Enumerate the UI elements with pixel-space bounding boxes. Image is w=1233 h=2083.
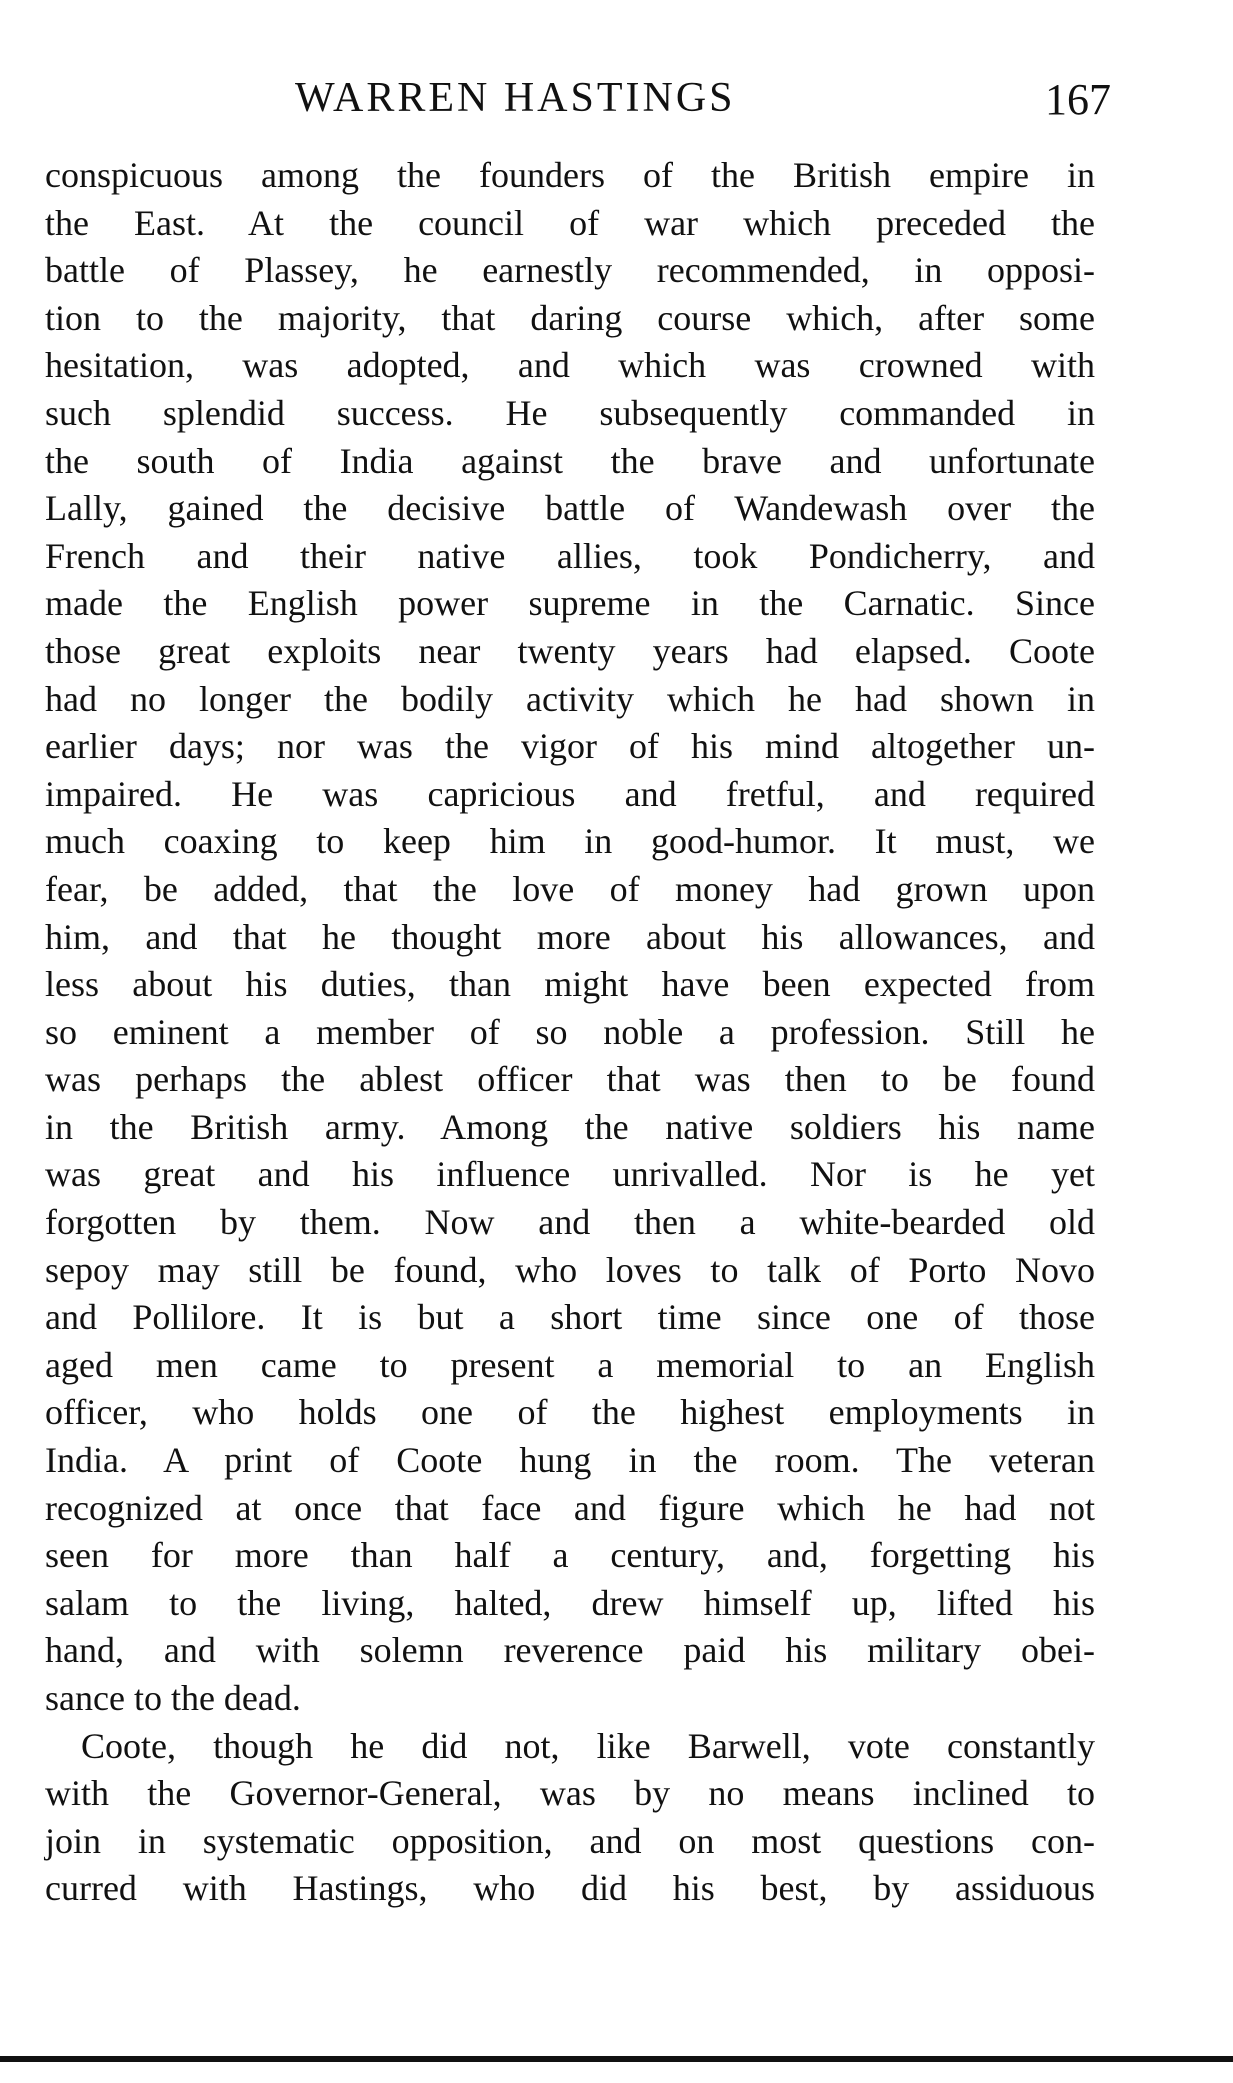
text-line: forgotten by them. Now and then a white-bearded old — [45, 1202, 1095, 1243]
text-line: battle of Plassey, he earnestly recommended, in opposi- — [45, 250, 1095, 291]
text-line: conspicuous among the founders of the British empire in — [45, 155, 1095, 195]
text-line: fear, be added, that the love of money had grown upon — [45, 868, 1095, 909]
text-line: so eminent a member of so noble a profession. Still he — [45, 1011, 1095, 1052]
text-line: hesitation, was adopted, and which was crowned with — [45, 345, 1095, 386]
text-line: less about his duties, than might have been expected from — [45, 964, 1095, 1005]
text-line: recognized at once that face and figure which he had not — [45, 1487, 1095, 1528]
running-title: WARREN HASTINGS — [295, 75, 736, 121]
text-line: such splendid success. He subsequently commanded in — [45, 392, 1095, 433]
text-line: India. A print of Coote hung in the room. The veteran — [45, 1440, 1095, 1481]
text-line: with the Governor-General, was by no means inclined to — [45, 1773, 1095, 1814]
text-line: was great and his influence unrivalled. Nor is he yet — [45, 1154, 1095, 1195]
text-line: much coaxing to keep him in good-humor. It must, we — [45, 821, 1095, 862]
text-line: tion to the majority, that daring course which, after some — [45, 297, 1095, 338]
text-line: was perhaps the ablest officer that was then to be found — [45, 1059, 1095, 1100]
text-line: him, and that he thought more about his allowances, and — [45, 916, 1095, 957]
text-line: those great exploits near twenty years had elapsed. Coote — [45, 630, 1095, 671]
text-line: curred with Hastings, who did his best, by assiduous — [45, 1868, 1095, 1909]
text-line: hand, and with solemn reverence paid his military obei- — [45, 1630, 1095, 1671]
bottom-rule — [0, 2056, 1233, 2062]
text-line: sepoy may still be found, who loves to talk of Porto Novo — [45, 1249, 1095, 1290]
text-line: the East. At the council of war which preceded the — [45, 202, 1095, 243]
text-line: made the English power supreme in the Carnatic. Since — [45, 583, 1095, 624]
text-line: in the British army. Among the native soldiers his name — [45, 1106, 1095, 1147]
text-line: the south of India against the brave and unfortunate — [45, 440, 1095, 481]
text-line: salam to the living, halted, drew himself up, lifted his — [45, 1582, 1095, 1623]
paragraph-end-line: sance to the dead. — [45, 1678, 301, 1718]
text-line: officer, who holds one of the highest employments in — [45, 1392, 1095, 1433]
text-line: earlier days; nor was the vigor of his mind altogether un- — [45, 726, 1095, 767]
text-line: join in systematic opposition, and on most questions con- — [45, 1820, 1095, 1861]
text-line: Lally, gained the decisive battle of Wandewash over the — [45, 488, 1095, 529]
text-line: French and their native allies, took Pondicherry, and — [45, 535, 1095, 576]
text-line: and Pollilore. It is but a short time since one of those — [45, 1297, 1095, 1338]
text-line: had no longer the bodily activity which he had shown in — [45, 678, 1095, 719]
text-line: impaired. He was capricious and fretful, and required — [45, 773, 1095, 814]
text-line: aged men came to present a memorial to an English — [45, 1344, 1095, 1385]
paragraph-start-line: Coote, though he did not, like Barwell, vote constantly — [81, 1725, 1095, 1766]
page-number: 167 — [1045, 75, 1111, 124]
text-line: seen for more than half a century, and, forgetting his — [45, 1535, 1095, 1576]
body-text — [45, 152, 1095, 1913]
running-head — [45, 68, 1111, 128]
